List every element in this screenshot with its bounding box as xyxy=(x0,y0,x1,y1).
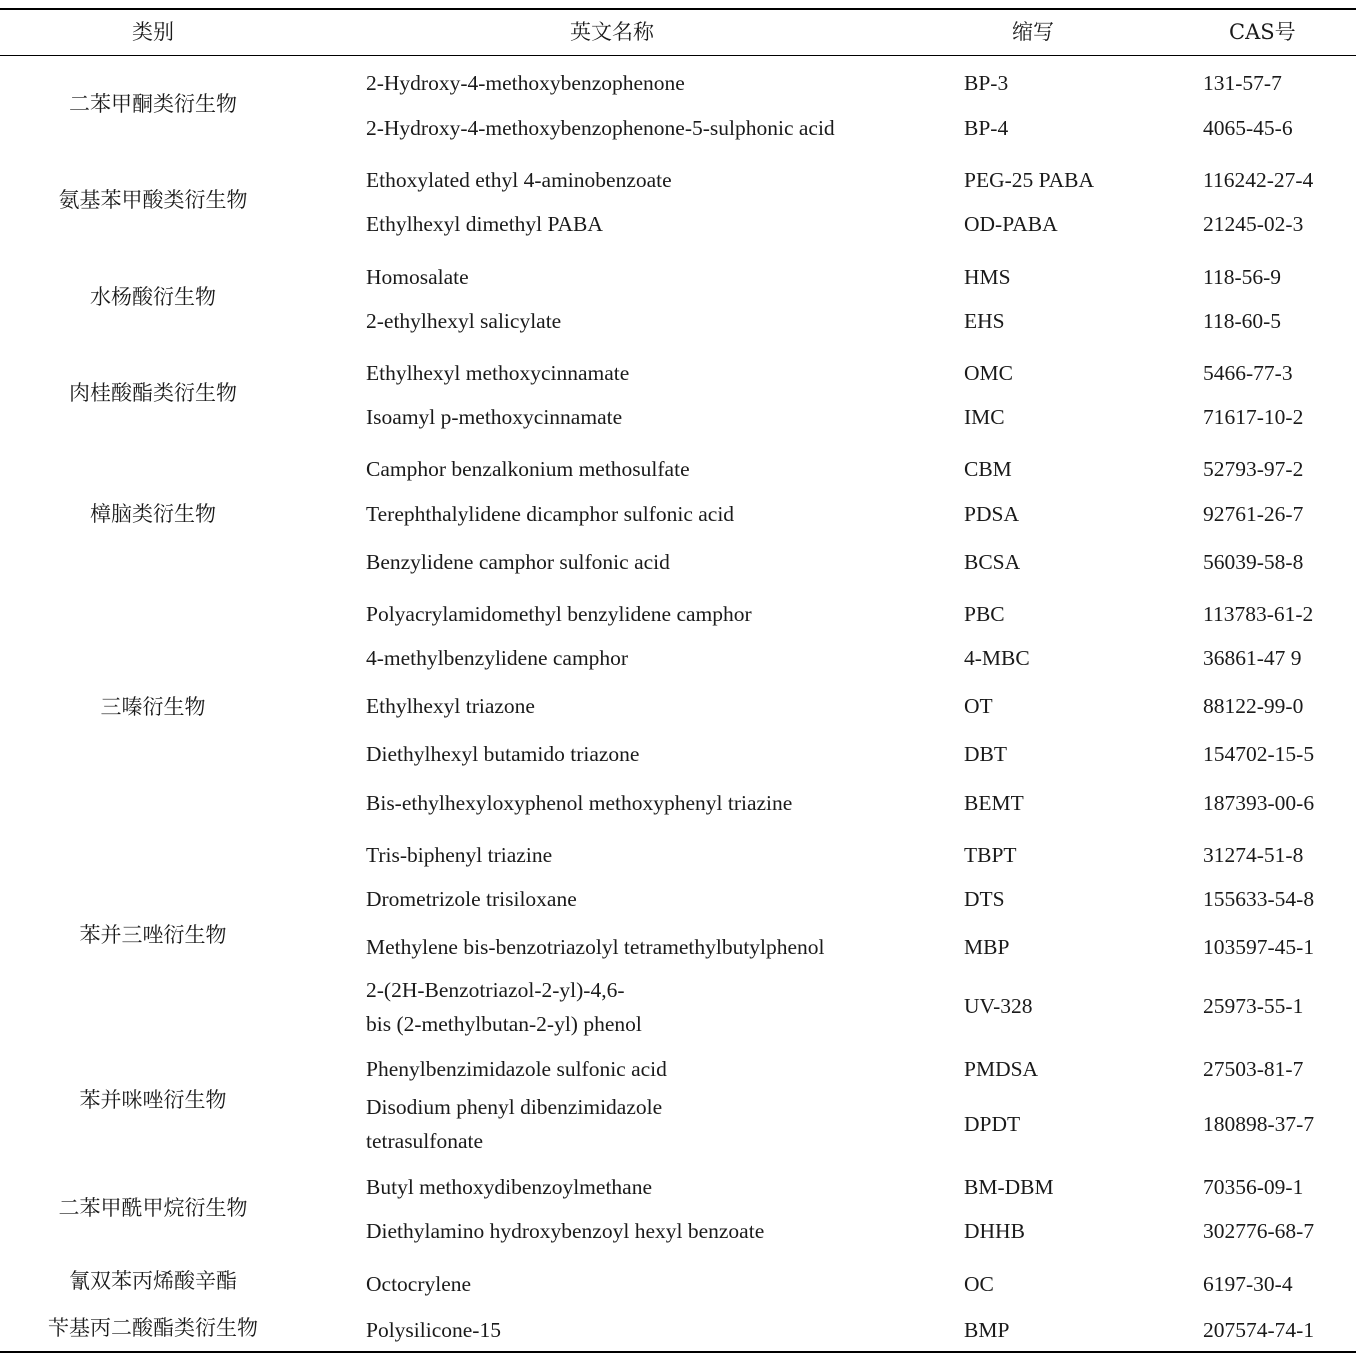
compound-cas: 118-60-5 xyxy=(1203,309,1282,333)
compound-name: 2-Hydroxy-4-methoxybenzophenone-5-sulphonic acid xyxy=(366,116,835,140)
header-cas: CAS号 xyxy=(1229,20,1296,44)
compound-name: Disodium phenyl dibenzimidazole xyxy=(366,1095,663,1119)
compound-abbr: HMS xyxy=(964,265,1011,289)
compound-cas: 4065-45-6 xyxy=(1203,116,1293,140)
compound-cas: 113783-61-2 xyxy=(1203,602,1314,626)
compound-abbr: EHS xyxy=(964,309,1005,333)
compound-name: Bis-ethylhexyloxyphenol methoxyphenyl triazine xyxy=(366,791,793,815)
compound-name: Isoamyl p-methoxycinnamate xyxy=(366,405,623,429)
category-label: 肉桂酸酯类衍生物 xyxy=(69,381,237,405)
compound-cas: 25973-55-1 xyxy=(1203,994,1304,1018)
compound-abbr: PBC xyxy=(964,602,1005,626)
header-rule xyxy=(0,55,1356,56)
compound-name: Butyl methoxydibenzoylmethane xyxy=(366,1175,653,1199)
category-label: 水杨酸衍生物 xyxy=(90,285,216,309)
category-label: 苯并咪唑衍生物 xyxy=(79,1088,227,1112)
compound-name: Polyacrylamidomethyl benzylidene camphor xyxy=(366,602,752,626)
category-label: 苄基丙二酸酯类衍生物 xyxy=(48,1316,258,1340)
category-label: 二苯甲酰甲烷衍生物 xyxy=(58,1196,248,1220)
header-category: 类别 xyxy=(132,20,174,44)
compound-name: Octocrylene xyxy=(366,1272,472,1296)
category-label: 氰双苯丙烯酸辛酯 xyxy=(69,1269,237,1293)
compound-name: Camphor benzalkonium methosulfate xyxy=(366,457,690,481)
compound-abbr: PEG-25 PABA xyxy=(964,168,1095,192)
compound-name: Diethylamino hydroxybenzoyl hexyl benzoate xyxy=(366,1219,765,1243)
compound-name: 2-(2H-Benzotriazol-2-yl)-4,6- xyxy=(366,978,625,1002)
category-label: 三嗪衍生物 xyxy=(100,695,206,719)
compound-name: Terephthalylidene dicamphor sulfonic acid xyxy=(366,502,735,526)
compound-abbr: BCSA xyxy=(964,550,1021,574)
compound-name: Drometrizole trisiloxane xyxy=(366,887,577,911)
compound-name: 2-Hydroxy-4-methoxybenzophenone xyxy=(366,71,685,95)
compound-cas: 52793-97-2 xyxy=(1203,457,1304,481)
compound-name-continued: bis (2-methylbutan-2-yl) phenol xyxy=(366,1012,642,1036)
compound-name: Tris-biphenyl triazine xyxy=(366,843,553,867)
compound-name: Diethylhexyl butamido triazone xyxy=(366,742,640,766)
top-rule xyxy=(0,8,1356,10)
compound-abbr: OD-PABA xyxy=(964,212,1058,236)
compound-abbr: BP-4 xyxy=(964,116,1009,140)
compound-cas: 88122-99-0 xyxy=(1203,694,1304,718)
compound-abbr: OT xyxy=(964,694,993,718)
compound-abbr: OMC xyxy=(964,361,1013,385)
header-abbr: 缩写 xyxy=(1012,20,1054,44)
compound-cas: 92761-26-7 xyxy=(1203,502,1304,526)
compound-name: Ethoxylated ethyl 4-aminobenzoate xyxy=(366,168,672,192)
compound-abbr: OC xyxy=(964,1272,994,1296)
compound-name: Benzylidene camphor sulfonic acid xyxy=(366,550,670,574)
compound-name: Homosalate xyxy=(366,265,469,289)
compound-cas: 6197-30-4 xyxy=(1203,1272,1293,1296)
compound-cas: 187393-00-6 xyxy=(1203,791,1315,815)
compound-abbr: UV-328 xyxy=(964,994,1033,1018)
compound-cas: 36861-47 9 xyxy=(1203,646,1302,670)
compound-abbr: BMP xyxy=(964,1318,1010,1342)
compound-cas: 71617-10-2 xyxy=(1203,405,1304,429)
compound-cas: 56039-58-8 xyxy=(1203,550,1304,574)
compound-name-continued: tetrasulfonate xyxy=(366,1129,484,1153)
compound-abbr: MBP xyxy=(964,935,1010,959)
compound-cas: 103597-45-1 xyxy=(1203,935,1315,959)
compound-abbr: BM-DBM xyxy=(964,1175,1054,1199)
compound-name: Phenylbenzimidazole sulfonic acid xyxy=(366,1057,667,1081)
compound-cas: 155633-54-8 xyxy=(1203,887,1315,911)
compound-cas: 118-56-9 xyxy=(1203,265,1282,289)
compound-abbr: DPDT xyxy=(964,1112,1021,1136)
compound-cas: 70356-09-1 xyxy=(1203,1175,1304,1199)
compound-abbr: BEMT xyxy=(964,791,1024,815)
compound-cas: 5466-77-3 xyxy=(1203,361,1293,385)
compound-cas: 302776-68-7 xyxy=(1203,1219,1315,1243)
compound-abbr: PMDSA xyxy=(964,1057,1039,1081)
compound-cas: 27503-81-7 xyxy=(1203,1057,1304,1081)
category-label: 二苯甲酮类衍生物 xyxy=(69,92,237,116)
compound-abbr: DBT xyxy=(964,742,1007,766)
compound-cas: 180898-37-7 xyxy=(1203,1112,1315,1136)
compound-name: Methylene bis-benzotriazolyl tetramethylbutylphenol xyxy=(366,935,825,959)
compound-cas: 131-57-7 xyxy=(1203,71,1282,95)
compound-cas: 154702-15-5 xyxy=(1203,742,1315,766)
bottom-rule xyxy=(0,1351,1356,1353)
compound-abbr: DHHB xyxy=(964,1219,1025,1243)
category-label: 氨基苯甲酸类衍生物 xyxy=(58,188,248,212)
compound-name: Ethylhexyl methoxycinnamate xyxy=(366,361,630,385)
compound-abbr: 4-MBC xyxy=(964,646,1030,670)
compound-cas: 31274-51-8 xyxy=(1203,843,1304,867)
compound-cas: 21245-02-3 xyxy=(1203,212,1304,236)
compound-cas: 116242-27-4 xyxy=(1203,168,1314,192)
compound-abbr: CBM xyxy=(964,457,1012,481)
compound-cas: 207574-74-1 xyxy=(1203,1318,1315,1342)
compound-abbr: IMC xyxy=(964,405,1005,429)
compound-name: Ethylhexyl dimethyl PABA xyxy=(366,212,603,236)
compound-abbr: BP-3 xyxy=(964,71,1009,95)
category-label: 苯并三唑衍生物 xyxy=(79,923,227,947)
compound-name: Ethylhexyl triazone xyxy=(366,694,535,718)
header-name: 英文名称 xyxy=(570,20,654,44)
compound-abbr: TBPT xyxy=(964,843,1017,867)
compound-name: Polysilicone-15 xyxy=(366,1318,501,1342)
compound-abbr: PDSA xyxy=(964,502,1019,526)
compound-name: 2-ethylhexyl salicylate xyxy=(366,309,562,333)
category-label: 樟脑类衍生物 xyxy=(90,502,216,526)
compound-name: 4-methylbenzylidene camphor xyxy=(366,646,629,670)
compound-abbr: DTS xyxy=(964,887,1005,911)
